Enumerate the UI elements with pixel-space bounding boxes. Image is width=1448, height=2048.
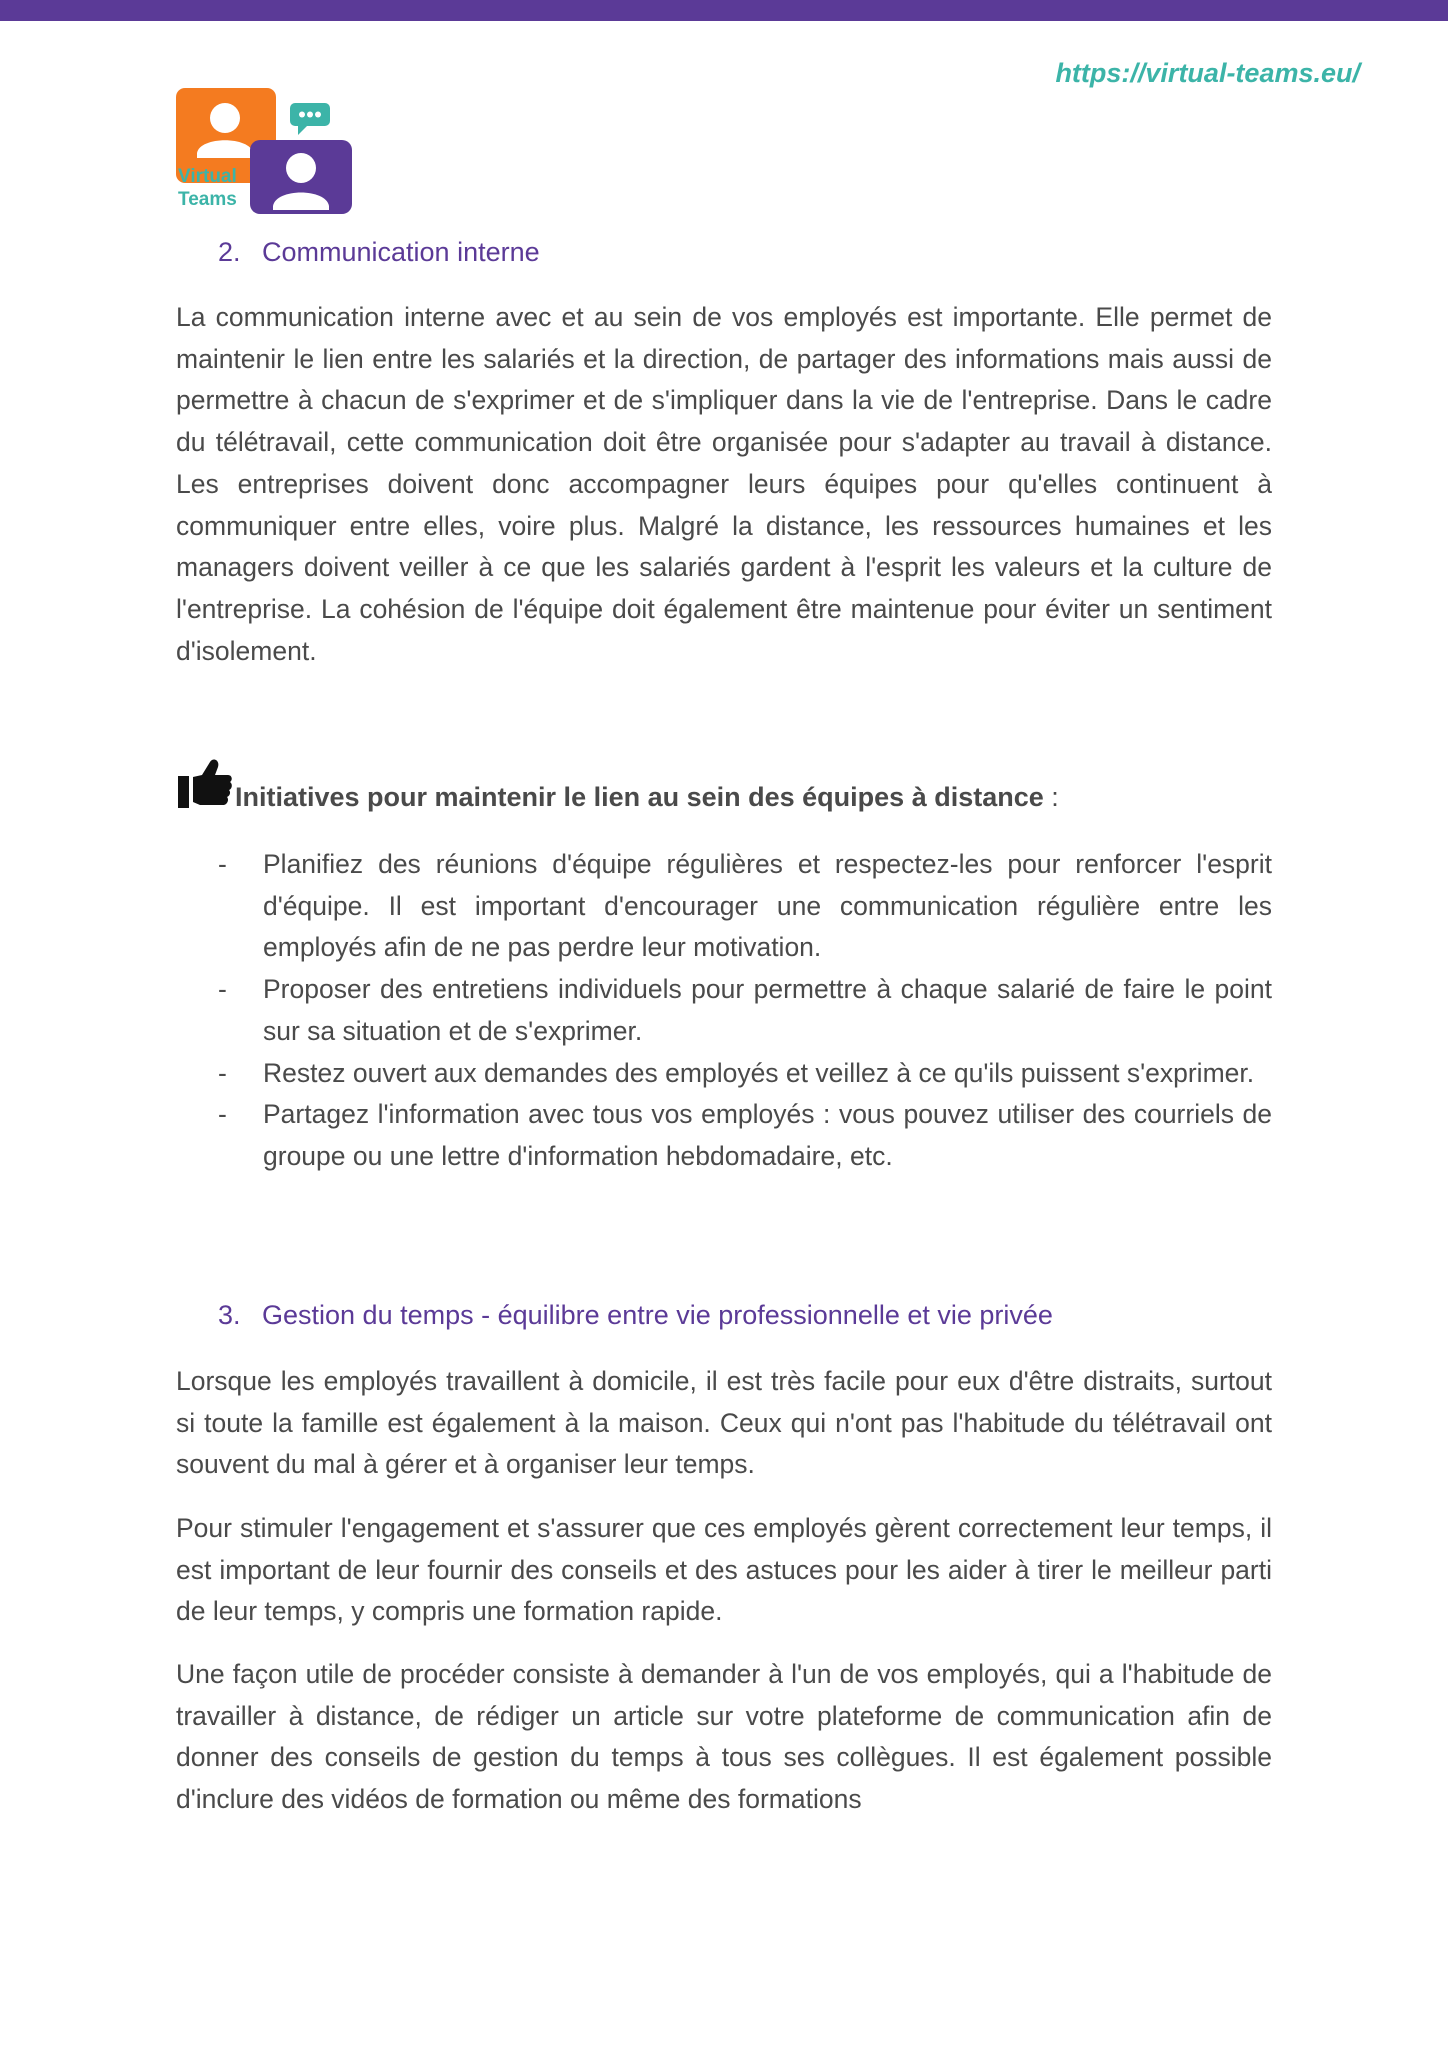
header-bar xyxy=(0,0,1448,21)
section-3-paragraph-1: Lorsque les employés travaillent à domicile, il est très facile pour eux d'être distraits, surtout si toute la famille est également à la maison. Ceux qui n'ont pas l'habitude du télétravail ont souvent du mal à gérer et à organiser leur temps. xyxy=(176,1366,1272,1480)
section-2-paragraph: La communication interne avec et au sein de vos employés est importante. Elle permet de maintenir le lien entre les salariés et la direction, de partager des informations mais aussi de permettre à chacun de s'exprimer et de s'impliquer dans la vie de l'entreprise. Dans le cadre du télétravail, cette communication doit être organisée pour s'adapter au travail à distance. Les entreprises doivent donc accompagner leurs équipes pour qu'elles continuent à communiquer entre elles, voire plus. Malgré la distance, les ressources humaines et les managers doivent veiller à ce que les salariés gardent à l'esprit les valeurs et la culture de l'entreprise. La cohésion de l'équipe doit également être maintenue pour éviter un sentiment d'isolement. xyxy=(176,302,1272,666)
list-item: - Proposer des entretiens individuels pour permettre à chaque salarié de faire le point sur sa situation et de s'exprimer. xyxy=(218,974,1272,1046)
virtual-teams-logo xyxy=(176,88,352,214)
initiatives-heading xyxy=(176,758,1272,818)
section-3-paragraph-2: Pour stimuler l'engagement et s'assurer que ces employés gèrent correctement leur temps, il est important de leur fournir des conseils et des astuces pour les aider à tirer le meilleur parti de leur temps, y compris une formation rapide. xyxy=(176,1513,1272,1627)
section-2-title: Communication interne xyxy=(262,237,540,267)
logo-text-teams: Teams xyxy=(178,189,237,210)
thumbs-up-icon xyxy=(178,758,232,808)
section-3-title: Gestion du temps - équilibre entre vie professionnelle et vie privée xyxy=(262,1300,1053,1330)
logo-text-virtual: Virtual xyxy=(178,166,237,187)
section-3-heading xyxy=(218,1300,1053,1331)
initiatives-list xyxy=(176,844,1272,1178)
list-item: - Partagez l'information avec tous vos employés : vous pouvez utiliser des courriels de groupe ou une lettre d'information hebdomadaire, etc. xyxy=(218,1099,1272,1171)
website-url[interactable]: https://virtual-teams.eu/ xyxy=(1055,58,1360,88)
list-item: - Planifiez des réunions d'équipe régulières et respectez-les pour renforcer l'esprit d'équipe. Il est important d'encourager une communication régulière entre les employés afin de ne pas perdre leur motivation. xyxy=(218,849,1272,963)
initiatives-title: Initiatives pour maintenir le lien au sein des équipes à distance xyxy=(235,782,1044,812)
initiatives-colon: : xyxy=(1043,782,1059,812)
list-item: - Restez ouvert aux demandes des employés et veillez à ce qu'ils puissent s'exprimer. xyxy=(218,1057,1255,1088)
section-3-paragraph-3: Une façon utile de procéder consiste à demander à l'un de vos employés, qui a l'habitude de travailler à distance, de rédiger un article sur votre plateforme de communication afin de donner des conseils de gestion du temps à tous ses collègues. Il est également possible d'inclure des vidéos de formation ou même des formations xyxy=(176,1659,1272,1815)
section-3-number: 3. xyxy=(218,1300,241,1330)
section-2-heading xyxy=(218,237,540,268)
section-2-number: 2. xyxy=(218,237,241,267)
